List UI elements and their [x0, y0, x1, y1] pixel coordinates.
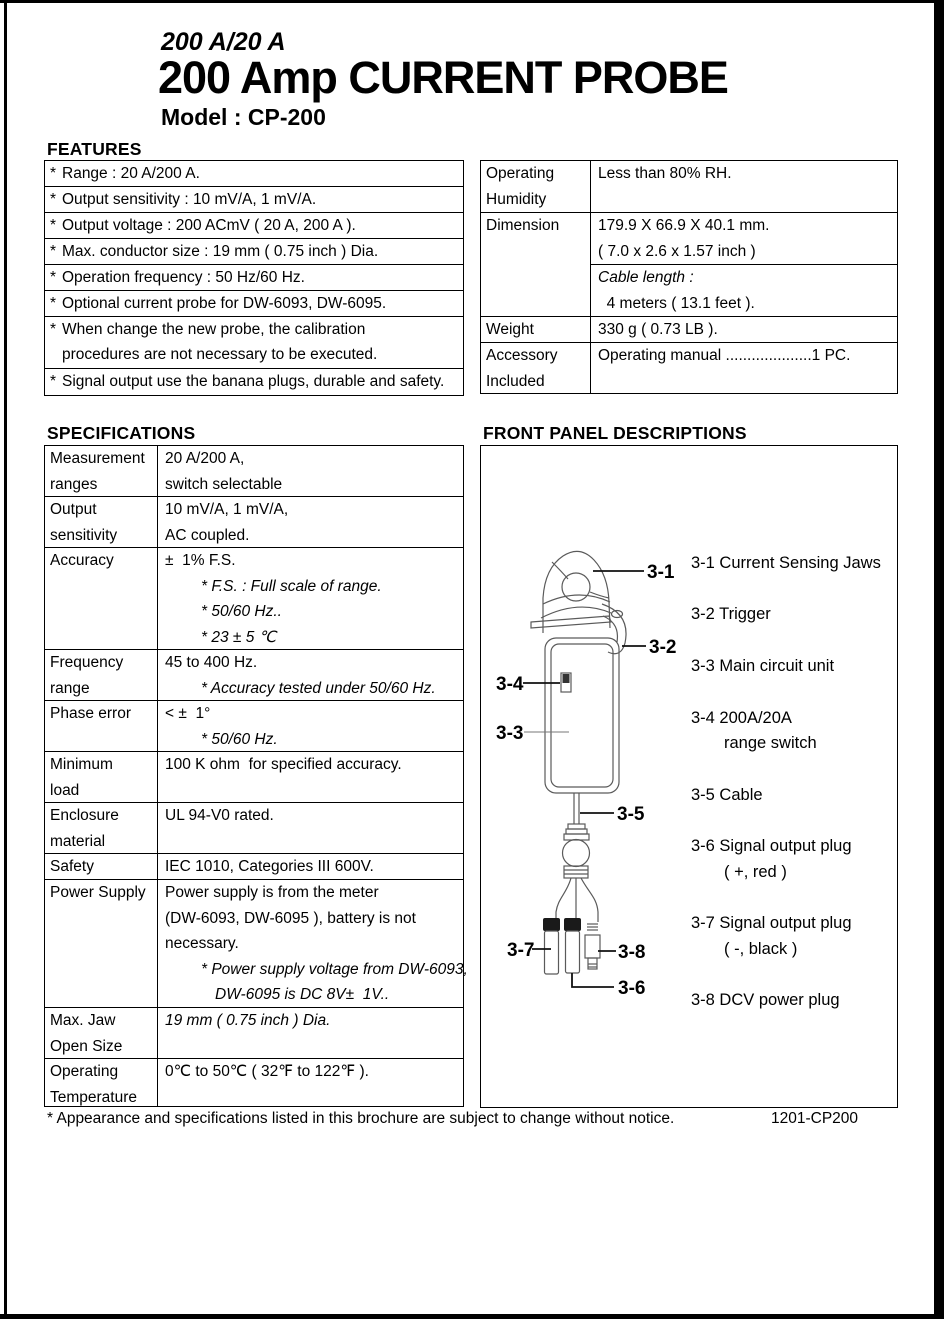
label-line: Dimension	[486, 217, 560, 234]
label-line: Minimum	[50, 756, 113, 773]
bullet: *	[50, 243, 57, 260]
label-line: Temperature	[50, 1088, 138, 1106]
label-line: Enclosure	[50, 807, 119, 824]
jaw-lower-arc	[543, 595, 610, 604]
feature-row	[45, 265, 463, 291]
spec-value	[158, 1008, 463, 1058]
bullet: *	[50, 191, 57, 208]
value-line: ± 1% F.S.	[165, 552, 236, 569]
bullet: *	[50, 165, 57, 182]
plug-red-body	[566, 931, 580, 973]
label-line: Humidity	[486, 190, 547, 208]
spec-row	[45, 701, 463, 752]
row-label	[481, 317, 591, 342]
body-inner	[551, 644, 613, 787]
spec-label	[45, 752, 158, 802]
panel-desc-3-2: 3-2 Trigger	[691, 605, 771, 623]
panel-desc-3-7-cont: ( -, black )	[724, 940, 798, 958]
feature-text	[62, 317, 463, 368]
spec-value	[158, 854, 463, 879]
table-row	[481, 317, 897, 343]
value-line: ( 7.0 x 2.6 x 1.57 inch )	[598, 242, 756, 260]
label-line: Accessory	[486, 347, 558, 364]
feature-text: Operation frequency : 50 Hz/60 Hz.	[62, 269, 305, 286]
label-line: sensitivity	[50, 526, 118, 544]
features-heading: FEATURES	[47, 139, 142, 159]
feature-text: Optional current probe for DW-6093, DW-6095.	[62, 295, 387, 312]
value-line: * 50/60 Hz.	[201, 730, 278, 748]
label-line: Weight	[486, 321, 534, 338]
spec-label	[45, 1008, 158, 1058]
feature-text: Signal output use the banana plugs, durable and safety.	[62, 373, 445, 390]
label-3-4: 3-4	[496, 674, 524, 695]
row-value	[591, 213, 897, 316]
label-line: Operating	[50, 1063, 119, 1080]
scan-edge-left	[4, 0, 7, 1319]
table-row	[481, 343, 897, 393]
bullet: *	[50, 321, 57, 338]
wire-right	[581, 878, 598, 922]
spec-value	[158, 752, 463, 802]
feature-row	[45, 369, 463, 395]
label-line: Max. Jaw	[50, 1012, 116, 1029]
spec-row	[45, 1008, 463, 1059]
label-line: Operating	[486, 165, 555, 182]
value-line: Power supply is from the meter	[165, 884, 379, 901]
panel-desc-3-4-cont: range switch	[724, 734, 817, 752]
front-panel-heading: FRONT PANEL DESCRIPTIONS	[483, 423, 747, 443]
value-line: 330 g ( 0.73 LB ).	[598, 321, 718, 338]
label-3-6: 3-6	[618, 978, 646, 999]
spec-row	[45, 548, 463, 650]
leader-lines	[523, 571, 646, 987]
label-line: Open Size	[50, 1037, 123, 1055]
feature-row	[45, 187, 463, 213]
dcv-body	[585, 935, 600, 958]
value-line: Cable length :	[598, 269, 694, 286]
feature-row	[45, 291, 463, 317]
label-line: ranges	[50, 475, 98, 493]
plug-black-body	[545, 931, 559, 974]
value-line: 4 meters ( 13.1 feet ).	[598, 294, 755, 312]
row-label	[481, 343, 591, 393]
label-3-3: 3-3	[496, 723, 524, 744]
feature-row	[45, 239, 463, 265]
panel-desc-3-6: 3-6 Signal output plug	[691, 837, 852, 855]
spec-value	[158, 1059, 463, 1106]
feature-text: Output sensitivity : 10 mV/A, 1 mV/A.	[62, 191, 317, 208]
panel-desc-3-8: 3-8 DCV power plug	[691, 991, 840, 1009]
bullet: *	[50, 295, 57, 312]
bullet: *	[50, 373, 57, 390]
value-line: 45 to 400 Hz.	[165, 654, 258, 671]
row-value	[591, 343, 897, 393]
feature-text: Max. conductor size : 19 mm ( 0.75 inch ) Dia.	[62, 243, 379, 260]
value-line: 100 K ohm for specified accuracy.	[165, 756, 402, 773]
value-line: AC coupled.	[165, 526, 250, 544]
spec-value	[158, 803, 463, 853]
label-line: Power Supply	[50, 884, 146, 901]
spec-value	[158, 497, 463, 547]
value-line: 19 mm ( 0.75 inch ) Dia.	[165, 1012, 331, 1029]
value-line: UL 94-V0 rated.	[165, 807, 274, 824]
value-line: necessary.	[165, 935, 239, 952]
value-line: 20 A/200 A,	[165, 450, 245, 467]
spec-row	[45, 1059, 463, 1106]
panel-desc-3-3: 3-3 Main circuit unit	[691, 657, 835, 675]
general-info-table	[480, 160, 898, 394]
value-line: 10 mV/A, 1 mV/A,	[165, 501, 289, 518]
connector-step	[566, 829, 587, 834]
label-line: Frequency	[50, 654, 124, 671]
label-line: range	[50, 679, 90, 697]
feature-text: Output voltage : 200 ACmV ( 20 A, 200 A ).	[62, 217, 356, 234]
wire-left	[556, 878, 571, 918]
spec-row	[45, 650, 463, 701]
bullet: *	[50, 269, 57, 286]
value-line: * F.S. : Full scale of range.	[201, 577, 382, 595]
specifications-table	[44, 445, 468, 1107]
feature-line: procedures are not necessary to be executed.	[62, 346, 378, 363]
scan-edge-right	[934, 0, 944, 1319]
label-line: Measurement	[50, 450, 145, 467]
spec-row	[45, 752, 463, 803]
diagram-labels	[496, 562, 676, 999]
spec-label	[45, 548, 158, 649]
spec-value	[158, 548, 463, 649]
feature-line: When change the new probe, the calibration	[62, 321, 366, 338]
scan-edge-bottom	[0, 1314, 944, 1319]
spec-label	[45, 650, 158, 700]
row-label	[481, 161, 591, 212]
label-line: load	[50, 781, 80, 799]
value-line: * Accuracy tested under 50/60 Hz.	[201, 679, 436, 697]
spec-label	[45, 880, 158, 1007]
label-3-5: 3-5	[617, 804, 645, 825]
panel-desc-3-7: 3-7 Signal output plug	[691, 914, 852, 932]
label-3-7: 3-7	[507, 940, 535, 961]
cable-length-value	[591, 265, 897, 316]
spec-label	[45, 446, 158, 496]
panel-desc-3-5: 3-5 Cable	[691, 786, 763, 804]
model-label: Model : CP-200	[161, 104, 326, 130]
connector-ring	[563, 840, 590, 867]
table-row	[481, 213, 897, 317]
spec-label	[45, 1059, 158, 1106]
spec-row	[45, 803, 463, 854]
page-title: 200 Amp CURRENT PROBE	[158, 52, 728, 103]
feature-row	[45, 161, 463, 187]
value-line: Operating manual ....................1 PC.	[598, 347, 851, 364]
value-line: DW-6095 is DC 8V± 1V..	[215, 986, 390, 1003]
connector-bands	[564, 866, 588, 878]
panel-desc-3-4: 3-4 200A/20A	[691, 709, 792, 727]
row-label	[481, 213, 591, 316]
dimension-value	[591, 213, 897, 265]
label-line: Included	[486, 372, 545, 390]
feature-row	[45, 213, 463, 239]
spec-label	[45, 854, 158, 879]
label-line: material	[50, 832, 106, 850]
jaw-seam-right	[590, 592, 609, 598]
specifications-heading: SPECIFICATIONS	[47, 423, 196, 443]
panel-desc-3-1: 3-1 Current Sensing Jaws	[691, 554, 881, 572]
probe-outline	[531, 551, 626, 974]
spec-row	[45, 446, 463, 497]
value-line: Less than 80% RH.	[598, 165, 732, 182]
row-value	[591, 317, 897, 342]
jaw-hole	[562, 573, 590, 601]
spec-row	[45, 854, 463, 880]
header-rating: 200 A/20 A	[161, 28, 286, 56]
spec-row	[45, 497, 463, 548]
features-table	[44, 160, 464, 396]
scan-edge-top	[0, 0, 944, 3]
label-line: Output	[50, 501, 97, 518]
range-switch-knob	[563, 674, 570, 683]
spec-row	[45, 880, 468, 1008]
label-3-1: 3-1	[647, 562, 675, 583]
label-line: Accuracy	[50, 552, 114, 569]
spec-value	[158, 701, 463, 751]
value-line: * 23 ± 5 ℃	[201, 628, 277, 646]
row-value	[591, 161, 897, 212]
value-line: * Power supply voltage from DW-6093,	[201, 960, 468, 978]
value-line: * 50/60 Hz..	[201, 603, 282, 620]
label-3-2: 3-2	[649, 637, 677, 658]
value-line: 0℃ to 50℃ ( 32℉ to 122℉ ).	[165, 1063, 369, 1080]
front-panel-box	[480, 445, 898, 1108]
body-outer	[545, 638, 619, 793]
connector-step	[568, 824, 585, 829]
label-line: Phase error	[50, 705, 131, 722]
plug-red-collar	[564, 918, 581, 931]
spec-label	[45, 803, 158, 853]
plug-black-collar	[543, 918, 560, 931]
value-line: IEC 1010, Categories III 600V.	[165, 858, 374, 875]
spec-value	[158, 650, 463, 700]
value-line: < ± 1°	[165, 705, 211, 722]
jaw-seam-left	[552, 562, 568, 579]
spec-value	[158, 880, 468, 1007]
document-code: 1201-CP200	[771, 1110, 859, 1127]
table-row	[481, 161, 897, 213]
label-3-8: 3-8	[618, 942, 646, 963]
feature-row	[45, 317, 463, 369]
panel-desc-3-6-cont: ( +, red )	[724, 863, 787, 881]
spec-value	[158, 446, 463, 496]
feature-text: Range : 20 A/200 A.	[62, 165, 200, 182]
spec-label	[45, 497, 158, 547]
label-line: Safety	[50, 858, 94, 875]
value-line: (DW-6093, DW-6095 ), battery is not	[165, 909, 416, 927]
footer-note: * Appearance and specifications listed in this brochure are subject to change without notice.	[47, 1110, 675, 1127]
spec-label	[45, 701, 158, 751]
value-line: switch selectable	[165, 475, 283, 493]
leader-3-6	[572, 973, 614, 987]
bullet: *	[50, 217, 57, 234]
value-line: 179.9 X 66.9 X 40.1 mm.	[598, 217, 770, 234]
